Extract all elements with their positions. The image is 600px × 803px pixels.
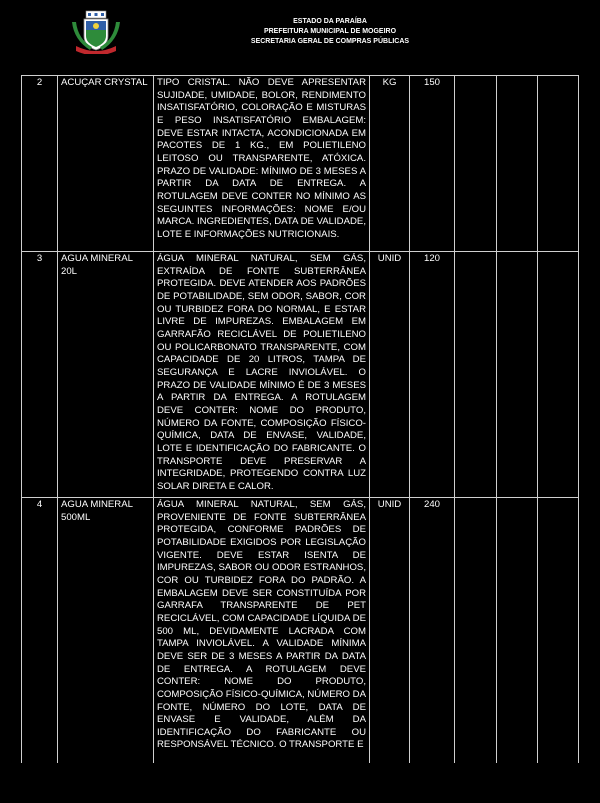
item-quantity: 120: [410, 252, 455, 498]
items-table: [21, 75, 579, 763]
empty-cell: [455, 498, 497, 764]
document-header: [0, 0, 600, 70]
table-row: [22, 76, 579, 252]
empty-cell: [455, 252, 497, 498]
item-number: 2: [22, 76, 58, 252]
item-unit: UNID: [370, 252, 410, 498]
table-row: [22, 252, 579, 498]
municipal-crest-icon: [70, 10, 122, 54]
item-unit: KG: [370, 76, 410, 252]
header-municipality: PREFEITURA MUNICIPAL DE MOGEIRO: [263, 28, 397, 35]
empty-cell: [538, 252, 579, 498]
item-description: ÁGUA MINERAL NATURAL, SEM GÁS, PROVENIENTE DE FONTE SUBTERRÂNEA PROTEGIDA, CONFORME PADRÕES DE POTABILIDADE EXIGIDOS POR LEGISLAÇÃO VIGENTE. DEVE ESTAR ISENTA DE IMPUREZAS, SABOR OU ODOR ESTRANHOS, COR OU TURBIDEZ FORA DO PADRÃO. A EMBALAGEM DEVE SER CONSTITUÍDA POR GARRAFA TRANSPARENTE DE PET RECICLÁVEL, COM CAPACIDADE LÍQUIDA DE 500 ML, DEVIDAMENTE LACRADA COM TAMPA INVIOLÁVEL. A VALIDADE MÍNIMA DEVE SER DE 3 MESES A PARTIR DA DATA DE ENTREGA. A ROTULAGEM DEVE CONTER: NOME DO PRODUTO, COMPOSIÇÃO FÍSICO-QUÍMICA, NÚMERO DA FONTE, NÚMERO DO LOTE, DATA DE ENVASE E VALIDADE, ALÉM DA IDENTIFICAÇÃO DO FABRICANTE OU RESPONSÁVEL TÉCNICO. O TRANSPORTE E: [154, 498, 370, 764]
item-name: ACUÇAR CRYSTAL: [58, 76, 154, 252]
item-quantity: 240: [410, 498, 455, 764]
item-description: TIPO CRISTAL. NÃO DEVE APRESENTAR SUJIDADE, UMIDADE, BOLOR, RENDIMENTO INSATISFATÓRIO, COLORAÇÃO E MISTURAS E PESO INSATISFATÓRIO EMBALAGEM: DEVE ESTAR INTACTA, ACONDICIONADA EM PACOTES DE 1 KG., EM POLIETILENO LEITOSO OU TRANSPARENTE, ATÓXICA. PRAZO DE VALIDADE: MÍNIMO DE 3 MESES A PARTIR DA DATA DE ENTREGA. A ROTULAGEM DEVE CONTER NO MÍNIMO AS SEGUINTES INFORMAÇÕES: NOME E/OU MARCA. INGREDIENTES, DATA DE VALIDADE, LOTE E INFORMAÇÕES NUTRICIONAIS.: [154, 76, 370, 252]
empty-cell: [538, 498, 579, 764]
item-name: AGUA MINERAL 500ML: [58, 498, 154, 764]
item-name: AGUA MINERAL 20L: [58, 252, 154, 498]
item-quantity: 150: [410, 76, 455, 252]
empty-cell: [455, 76, 497, 252]
item-unit: UNID: [370, 498, 410, 764]
empty-cell: [497, 252, 538, 498]
empty-cell: [497, 76, 538, 252]
header-secretariat: SECRETARIA GERAL DE COMPRAS PÚBLICAS: [250, 38, 410, 45]
header-text: [210, 17, 450, 47]
empty-cell: [538, 76, 579, 252]
item-number: 3: [22, 252, 58, 498]
table-row: [22, 498, 579, 764]
item-description: ÁGUA MINERAL NATURAL, SEM GÁS, EXTRAÍDA DE FONTE SUBTERRÂNEA PROTEGIDA. DEVE ATENDER AOS PADRÕES DE POTABILIDADE, SEM ODOR, SABOR, COR OU TURBIDEZ FORA DO NORMAL, E ESTAR LIVRE DE IMPUREZAS. EMBALAGEM EM GARRAFÃO RECICLÁVEL DE POLIETILENO OU POLICARBONATO TRANSPARENTE, COM CAPACIDADE DE 20 LITROS, TAMPA DE SEGURANÇA E LACRE INVIOLÁVEL. O PRAZO DE VALIDADE MÍNIMO É DE 3 MESES A PARTIR DA ENTREGA. A ROTULAGEM DEVE CONTER: NOME DO PRODUTO, NÚMERO DA FONTE, COMPOSIÇÃO FÍSICO-QUÍMICA, DATA DE ENVASE, VALIDADE, LOTE E IDENTIFICAÇÃO DO FABRICANTE. O TRANSPORTE DEVE PRESERVAR A INTEGRIDADE, PROTEGENDO CONTRA LUZ SOLAR DIRETA E CALOR.: [154, 252, 370, 498]
empty-cell: [497, 498, 538, 764]
header-state: ESTADO DA PARAÍBA: [293, 18, 367, 25]
item-number: 4: [22, 498, 58, 764]
